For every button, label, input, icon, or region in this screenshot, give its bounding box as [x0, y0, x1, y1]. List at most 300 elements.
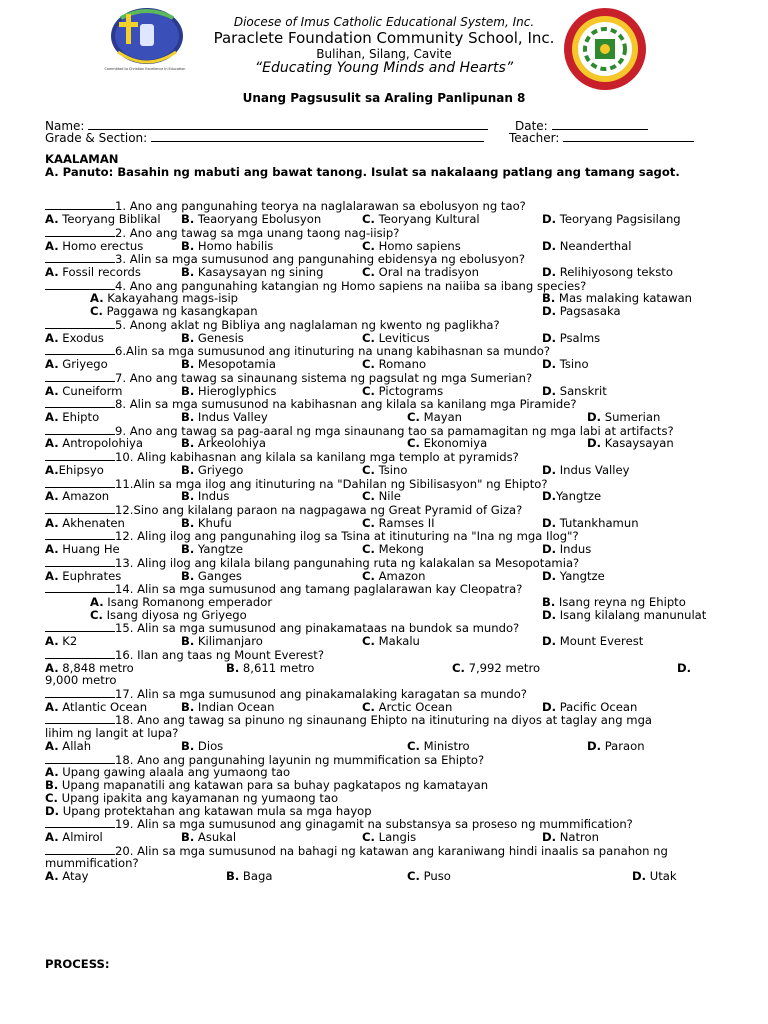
option-text: Makalu	[374, 634, 420, 649]
answer-blank[interactable]	[45, 371, 115, 382]
question-text: 11.Alin sa mga ilog ang itinuturing na "Dahilan ng Sibilisasyon" ng Ehipto?	[115, 476, 548, 491]
answer-option	[181, 464, 243, 477]
question-item	[45, 226, 725, 252]
option-letter: D.	[542, 568, 557, 583]
question-line	[45, 344, 725, 358]
option-letter: A.	[45, 765, 59, 780]
option-letter: C.	[362, 515, 375, 530]
option-letter: A.	[45, 542, 59, 557]
option-letter: B.	[542, 291, 556, 306]
option-text: Leviticus	[374, 330, 430, 345]
question-line	[45, 503, 725, 517]
answer-option	[181, 517, 232, 530]
answer-option	[542, 385, 607, 398]
question-text: 4. Ano ang pangunahing katangian ng Homo sapiens na naiiba sa ibang species?	[115, 278, 587, 293]
grade-section-line[interactable]	[151, 129, 484, 142]
answer-option	[90, 305, 258, 318]
answer-option	[362, 701, 452, 714]
option-letter: D.	[542, 634, 557, 649]
question-item	[45, 844, 725, 883]
answer-option	[587, 411, 660, 424]
answer-option	[45, 517, 125, 530]
answer-blank[interactable]	[45, 318, 115, 329]
question-text: 8. Alin sa mga sumusunod na kabihasnan ang kilala sa kanilang mga Piramide?	[115, 397, 577, 412]
option-text: Euphrates	[58, 568, 122, 583]
option-letter: D.	[542, 383, 557, 398]
question-line	[45, 371, 725, 385]
answer-option	[45, 385, 122, 398]
question-line	[45, 844, 725, 858]
logo-caption: Committed to Christian Excellence in Education	[104, 67, 186, 71]
option-letter: B.	[181, 383, 195, 398]
quiz-title: Unang Pagsusulit sa Araling Panlipunan 8	[242, 91, 526, 105]
option-text: K2	[58, 634, 78, 649]
answer-option	[542, 543, 591, 556]
question-item	[45, 450, 725, 476]
question-text: 19. Alin sa mga sumusunod ang ginagamit na substansya sa proseso ng mummification?	[115, 817, 633, 832]
option-text: Homo habilis	[194, 238, 274, 253]
option-text: Exodus	[58, 330, 104, 345]
answer-option	[542, 517, 639, 530]
option-letter: A.	[45, 829, 59, 844]
answer-blank[interactable]	[45, 477, 115, 488]
answer-blank[interactable]	[45, 556, 115, 567]
option-text: Upang gawing alaala ang yumaong tao	[58, 765, 291, 780]
question-line	[45, 529, 725, 543]
question-text: 12. Aling ilog ang pangunahing ilog sa Tsina at itinuturing na "Ina ng mga Ilog"?	[115, 529, 579, 544]
answer-blank[interactable]	[45, 344, 115, 355]
option-letter: B.	[181, 330, 195, 345]
option-letter: D.	[587, 409, 602, 424]
option-letter: B.	[181, 265, 195, 280]
option-text: Yangtze	[556, 489, 602, 504]
answer-option	[181, 543, 243, 556]
answer-option	[542, 266, 673, 279]
option-letter: C.	[362, 212, 375, 227]
question-text: 15. Alin sa mga sumusunod ang pinakamataas na bundok sa mundo?	[115, 621, 520, 636]
option-letter: A.	[45, 383, 59, 398]
question-line	[45, 477, 725, 491]
answer-option	[181, 213, 321, 226]
option-letter: B.	[226, 869, 240, 884]
option-letter: A.	[90, 595, 104, 609]
option-text: Teoryang Pagsisilang	[556, 212, 681, 227]
option-text: Ministro	[419, 738, 470, 753]
option-text: Pictograms	[374, 383, 444, 398]
option-text: Akhenaten	[58, 515, 125, 530]
question-line	[45, 687, 725, 701]
option-text: Ganges	[194, 568, 242, 583]
answer-option	[362, 358, 426, 371]
option-letter: C.	[407, 738, 420, 753]
option-letter: A.	[45, 212, 59, 227]
option-letter: D.	[542, 515, 557, 530]
option-text: Baga	[239, 869, 273, 884]
option-text: Mekong	[374, 542, 424, 557]
answer-option	[542, 635, 643, 648]
option-letter: B.	[542, 595, 556, 609]
question-text: 17. Alin sa mga sumusunod ang pinakamalaking karagatan sa mundo?	[115, 687, 527, 702]
option-text: Paraon	[601, 738, 645, 753]
question-line	[45, 226, 725, 240]
answer-option	[587, 740, 645, 753]
question-item	[45, 252, 725, 278]
option-letter: A.	[45, 568, 59, 583]
answer-option	[181, 358, 276, 371]
option-letter: A.	[45, 436, 59, 451]
option-text: Relihiyosong teksto	[556, 265, 673, 280]
answer-option	[45, 490, 109, 503]
answer-option	[542, 490, 601, 503]
option-text: 7,992 metro	[464, 660, 541, 675]
question-item	[45, 529, 725, 555]
option-text: Teoryang Kultural	[374, 212, 480, 227]
option-letter: C.	[407, 409, 420, 424]
option-text: Yangtze	[556, 568, 605, 583]
question-item	[45, 344, 725, 370]
answer-option	[542, 358, 589, 371]
answer-blank[interactable]	[45, 648, 115, 659]
option-letter: C.	[90, 304, 103, 319]
option-text: Isang Romanong emperador	[103, 595, 273, 609]
diocese-name: Diocese of Imus Catholic Educational System, Inc.	[233, 15, 535, 29]
answer-option	[362, 517, 435, 530]
question-line	[45, 753, 725, 767]
answer-option	[542, 213, 681, 226]
answer-blank[interactable]	[45, 226, 115, 237]
option-letter: D.	[542, 699, 557, 714]
answer-option	[362, 635, 420, 648]
option-text: Neanderthal	[556, 238, 632, 253]
answer-option	[45, 701, 147, 714]
answer-blank[interactable]	[45, 621, 115, 632]
name-label: Name:	[45, 119, 85, 133]
option-letter: D.	[542, 489, 557, 504]
answer-blank[interactable]	[45, 753, 115, 764]
option-letter: C.	[362, 265, 375, 280]
option-letter: C.	[362, 829, 375, 844]
option-text: Hieroglyphics	[194, 383, 277, 398]
option-letter: D.	[542, 542, 557, 557]
answer-blank[interactable]	[45, 687, 115, 698]
option-text: Ramses II	[374, 515, 435, 530]
answer-blank[interactable]	[45, 529, 115, 540]
answer-blank[interactable]	[45, 199, 115, 210]
option-text: Griyego	[194, 462, 244, 477]
option-letter: D.	[587, 436, 602, 451]
answer-option	[45, 543, 120, 556]
question-text: 18. Ano ang tawag sa pinuno ng sinaunang Ehipto na itinuturing na diyos at taglay ang mga	[115, 713, 653, 728]
question-text: 1. Ano ang pangunahing teorya na naglalarawan sa ebolusyon ng tao?	[115, 199, 526, 214]
answer-option	[181, 701, 275, 714]
option-letter: D.	[542, 330, 557, 345]
answer-option	[181, 266, 324, 279]
option-letter: C.	[362, 489, 375, 504]
teacher-line[interactable]	[563, 129, 694, 142]
answer-option	[542, 701, 637, 714]
option-letter: C.	[90, 607, 103, 622]
date-label: Date:	[515, 119, 548, 133]
option-text: Amazon	[58, 489, 110, 504]
question-text-cont: mummification?	[45, 856, 139, 871]
question-text: 2. Ano ang tawag sa mga unang taong nag-iisip?	[115, 225, 400, 240]
answer-option	[226, 870, 272, 883]
option-text: Natron	[556, 829, 599, 844]
question-line	[45, 397, 725, 411]
option-text: Asukal	[194, 829, 237, 844]
instructions: A. Panuto: Basahin ng mabuti ang bawat tanong. Isulat sa nakalaang patlang ang tamang sagot.	[45, 164, 680, 179]
option-letter: C.	[362, 330, 375, 345]
option-text: Teaoryang Ebolusyon	[194, 212, 322, 227]
option-text: Ehipsyo	[58, 462, 104, 477]
answer-option	[181, 332, 244, 345]
question-line	[45, 199, 725, 213]
option-text: Upang mapanatili ang katawan para sa buhay pagkatapos ng kamatayan	[58, 778, 489, 793]
option-letter: C.	[362, 238, 375, 253]
answer-blank[interactable]	[45, 279, 115, 290]
option-text: Romano	[374, 357, 427, 372]
option-letter: A.	[45, 409, 59, 424]
answer-option	[587, 437, 674, 450]
question-line	[45, 450, 725, 464]
option-letter: B.	[181, 238, 195, 253]
option-text: Fossil records	[58, 265, 141, 280]
option-text: Psalms	[556, 330, 601, 345]
answer-option	[542, 609, 706, 622]
option-letter: C.	[362, 462, 375, 477]
question-text: 18. Ano ang pangunahing layunin ng mummification sa Ehipto?	[115, 752, 485, 767]
question-text: 14. Alin sa mga sumusunod ang tamang paglalarawan kay Cleopatra?	[115, 582, 523, 597]
option-text: Antropolohiya	[58, 436, 144, 451]
answer-option	[542, 464, 630, 477]
option-text: Homo erectus	[58, 238, 144, 253]
option-letter: A.	[45, 738, 59, 753]
option-letter: C.	[407, 436, 420, 451]
option-text: Allah	[58, 738, 92, 753]
option-letter: C.	[362, 634, 375, 649]
option-letter: A.	[45, 265, 59, 280]
option-letter: B.	[181, 357, 195, 372]
answer-blank[interactable]	[45, 424, 115, 435]
answer-option	[362, 332, 430, 345]
question-item	[45, 318, 725, 344]
option-text: Nile	[374, 489, 401, 504]
answer-option	[45, 635, 77, 648]
answer-option	[45, 870, 89, 883]
answer-option	[45, 437, 143, 450]
process-label: PROCESS:	[45, 957, 110, 971]
option-text: Utak	[646, 869, 677, 884]
option-letter: A.	[45, 869, 59, 884]
option-text: Isang reyna ng Ehipto	[555, 595, 686, 609]
answer-option	[362, 543, 424, 556]
option-text: Griyego	[58, 357, 108, 372]
option-text: Arctic Ocean	[374, 699, 453, 714]
option-letter: B.	[226, 660, 240, 675]
answer-blank[interactable]	[45, 503, 115, 514]
question-list	[45, 199, 725, 882]
question-item	[45, 687, 725, 713]
option-text: Tutankhamun	[556, 515, 639, 530]
answer-option	[45, 266, 141, 279]
option-text: Cuneiform	[58, 383, 123, 398]
answer-option	[362, 240, 461, 253]
option-letter: A.	[45, 699, 59, 714]
option-letter: B.	[181, 568, 195, 583]
question-text: 9. Ano ang tawag sa pag-aaral ng mga sinaunang tao sa pamamagitan ng mga labi at artifacts?	[115, 423, 674, 438]
answer-blank[interactable]	[45, 450, 115, 461]
option-letter: A.	[45, 489, 59, 504]
answer-option	[45, 411, 99, 424]
answer-option	[181, 385, 276, 398]
option-text: Atlantic Ocean	[58, 699, 148, 714]
option-text: Pagsasaka	[556, 304, 621, 319]
answer-option	[362, 490, 401, 503]
option-letter: A.	[90, 291, 104, 306]
option-letter: B.	[45, 778, 59, 793]
answer-option	[181, 437, 266, 450]
question-text: 5. Anong aklat ng Bibliya ang naglalaman ng kwento ng paglikha?	[115, 317, 500, 332]
answer-option	[452, 662, 540, 675]
answer-option	[45, 464, 104, 477]
option-letter: B.	[181, 462, 195, 477]
question-line	[45, 817, 725, 831]
answer-option	[181, 490, 229, 503]
question-item	[45, 556, 725, 582]
option-letter: A.	[45, 357, 59, 372]
answer-option	[45, 213, 161, 226]
option-text: Indus	[556, 542, 592, 557]
option-letter: B.	[181, 634, 195, 649]
answer-option	[362, 831, 416, 844]
option-text: Genesis	[194, 330, 244, 345]
school-address: Bulihan, Silang, Cavite	[316, 47, 452, 61]
question-line	[45, 424, 725, 438]
answer-option	[362, 213, 480, 226]
option-letter: D.	[542, 212, 557, 227]
option-text: Almirol	[58, 829, 103, 844]
option-letter: D.	[542, 265, 557, 280]
option-text: Ekonomiya	[419, 436, 488, 451]
option-letter: D.	[542, 462, 557, 477]
question-text: 6.Alin sa mga sumusunod ang itinuturing na unang kabihasnan sa mundo?	[115, 344, 551, 359]
option-letter: A.	[45, 238, 59, 253]
option-letter: D.	[677, 660, 692, 675]
answer-blank[interactable]	[45, 582, 115, 593]
option-text: Sanskrit	[556, 383, 607, 398]
answer-option	[45, 358, 108, 371]
answer-option	[362, 570, 425, 583]
question-text: 20. Alin sa mga sumusunod na bahagi ng katawan ang karaniwang hindi inaalis sa panahon ng	[115, 843, 668, 858]
answer-option	[45, 240, 143, 253]
quiz-content	[45, 153, 725, 883]
question-line	[45, 621, 725, 635]
answer-option	[226, 662, 314, 675]
answer-blank[interactable]	[45, 817, 115, 828]
option-letter: D.	[45, 803, 60, 818]
option-letter: B.	[181, 515, 195, 530]
option-text: Ehipto	[58, 409, 100, 424]
question-line	[45, 582, 725, 596]
school-name: Paraclete Foundation Community School, Inc.	[213, 29, 555, 47]
option-text: 8,611 metro	[239, 660, 315, 675]
option-text: 8,848 metro	[58, 660, 134, 675]
option-letter: C.	[362, 357, 375, 372]
answer-blank[interactable]	[45, 844, 115, 855]
option-letter: C.	[362, 383, 375, 398]
option-letter: B.	[181, 409, 195, 424]
question-item	[45, 424, 725, 450]
option-letter: B.	[181, 436, 195, 451]
answer-option	[407, 740, 470, 753]
question-line	[45, 279, 725, 293]
answer-option	[181, 635, 263, 648]
answer-blank[interactable]	[45, 397, 115, 408]
option-letter: D.	[542, 607, 557, 622]
question-item	[45, 582, 725, 621]
option-letter: D.	[542, 357, 557, 372]
question-item	[45, 648, 725, 687]
option-letter: A.	[45, 515, 59, 530]
answer-option	[362, 266, 479, 279]
option-letter: C.	[362, 542, 375, 557]
option-text: Mount Everest	[556, 634, 644, 649]
teacher-field[interactable]	[509, 129, 694, 145]
option-text: Khufu	[194, 515, 232, 530]
option-text: Upang protektahan ang katawan mula sa mga hayop	[59, 803, 372, 818]
question-item	[45, 199, 725, 225]
answer-option	[45, 740, 91, 753]
option-text: Indus Valley	[194, 409, 268, 424]
question-text: 3. Alin sa mga sumusunod ang pangunahing ebidensya ng ebolusyon?	[115, 252, 526, 267]
option-text: Puso	[419, 869, 451, 884]
question-item	[45, 713, 725, 752]
option-letter: D.	[587, 738, 602, 753]
option-letter: A.	[45, 634, 59, 649]
option-text: Dios	[194, 738, 224, 753]
answer-option	[45, 570, 121, 583]
option-letter: D.	[542, 238, 557, 253]
option-letter: C.	[45, 790, 58, 805]
question-line	[45, 648, 725, 662]
question-item	[45, 279, 725, 318]
option-letter: B.	[181, 829, 195, 844]
answer-option	[362, 385, 443, 398]
option-text: Oral na tradisyon	[374, 265, 479, 280]
option-text: Yangtze	[194, 542, 243, 557]
answer-option	[407, 411, 462, 424]
answer-blank[interactable]	[45, 713, 115, 724]
question-item	[45, 397, 725, 423]
option-text: Kilimanjaro	[194, 634, 263, 649]
question-text: 7. Ano ang tawag sa sinaunang sistema ng pagsulat ng mga Sumerian?	[115, 370, 533, 385]
section-heading: KAALAMAN	[45, 152, 119, 166]
option-letter: C.	[407, 869, 420, 884]
answer-option	[45, 662, 134, 675]
school-motto: “Educating Young Minds and Hearts”	[254, 60, 514, 76]
question-line	[45, 713, 725, 727]
question-text: 10. Aling kabihasnan ang kilala sa kanilang mga templo at pyramids?	[115, 450, 519, 465]
option-text: Kasaysayan	[601, 436, 674, 451]
answer-blank[interactable]	[45, 252, 115, 263]
answer-option	[181, 411, 268, 424]
question-line	[45, 252, 725, 266]
grade-section-field[interactable]	[45, 129, 484, 145]
answer-option	[407, 870, 451, 883]
option-letter: C.	[452, 660, 465, 675]
question-item	[45, 621, 725, 647]
option-letter: A.	[45, 660, 59, 675]
